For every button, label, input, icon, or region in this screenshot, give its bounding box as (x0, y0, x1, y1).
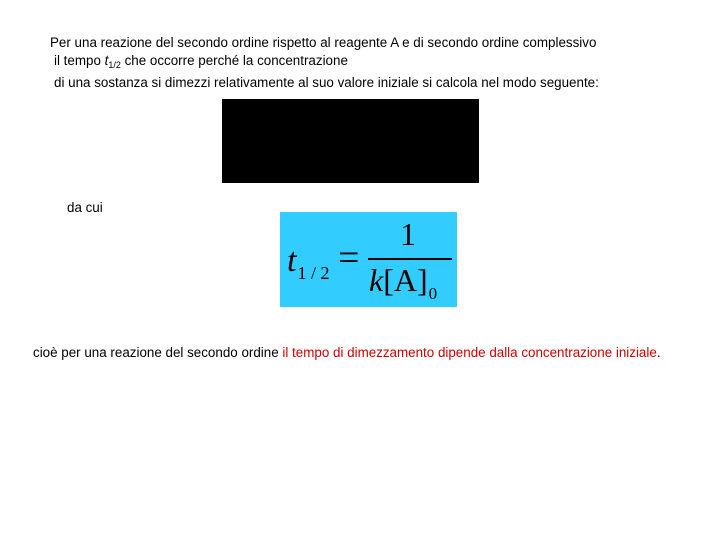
intro-line-2 (50, 52, 690, 74)
conclusion-highlight: il tempo di dimezzamento dipende dalla concentrazione iniziale (282, 345, 657, 360)
redacted-image-box (222, 99, 479, 183)
formula-den-sub: 0 (428, 284, 438, 303)
formula-den-bracket: [A] (383, 262, 428, 298)
intro-line-2-start: il tempo (54, 53, 105, 68)
intro-line-3: di una sostanza si dimezzi relativamente al suo valore iniziale si calcola nel modo seguente: (54, 75, 599, 90)
formula-denominator (369, 262, 438, 303)
conclusion-end: . (656, 345, 661, 360)
da-cui-label: da cui (67, 200, 103, 215)
formula-lhs-sub: 1 / 2 (297, 263, 330, 283)
conclusion-start: cioè per una reazione del secondo ordine (33, 345, 283, 360)
intro-paragraph (50, 34, 690, 92)
formula-den-k: k (369, 262, 384, 298)
intro-line-2-end: che occorre perché la concentrazione (120, 53, 348, 68)
formula-numerator: 1 (400, 216, 416, 252)
t-half-sub: 1/2 (108, 60, 121, 70)
fraction-bar (368, 258, 452, 260)
intro-line-1: Per una reazione del secondo ordine rispetto al reagente A e di secondo ordine complessivo (50, 35, 597, 50)
t-half-var: t (104, 53, 109, 68)
half-life-formula (280, 212, 457, 307)
formula-lhs-var: t (287, 242, 297, 279)
formula-lhs (287, 242, 330, 283)
conclusion-text (33, 345, 661, 360)
formula-equals: = (338, 237, 360, 279)
